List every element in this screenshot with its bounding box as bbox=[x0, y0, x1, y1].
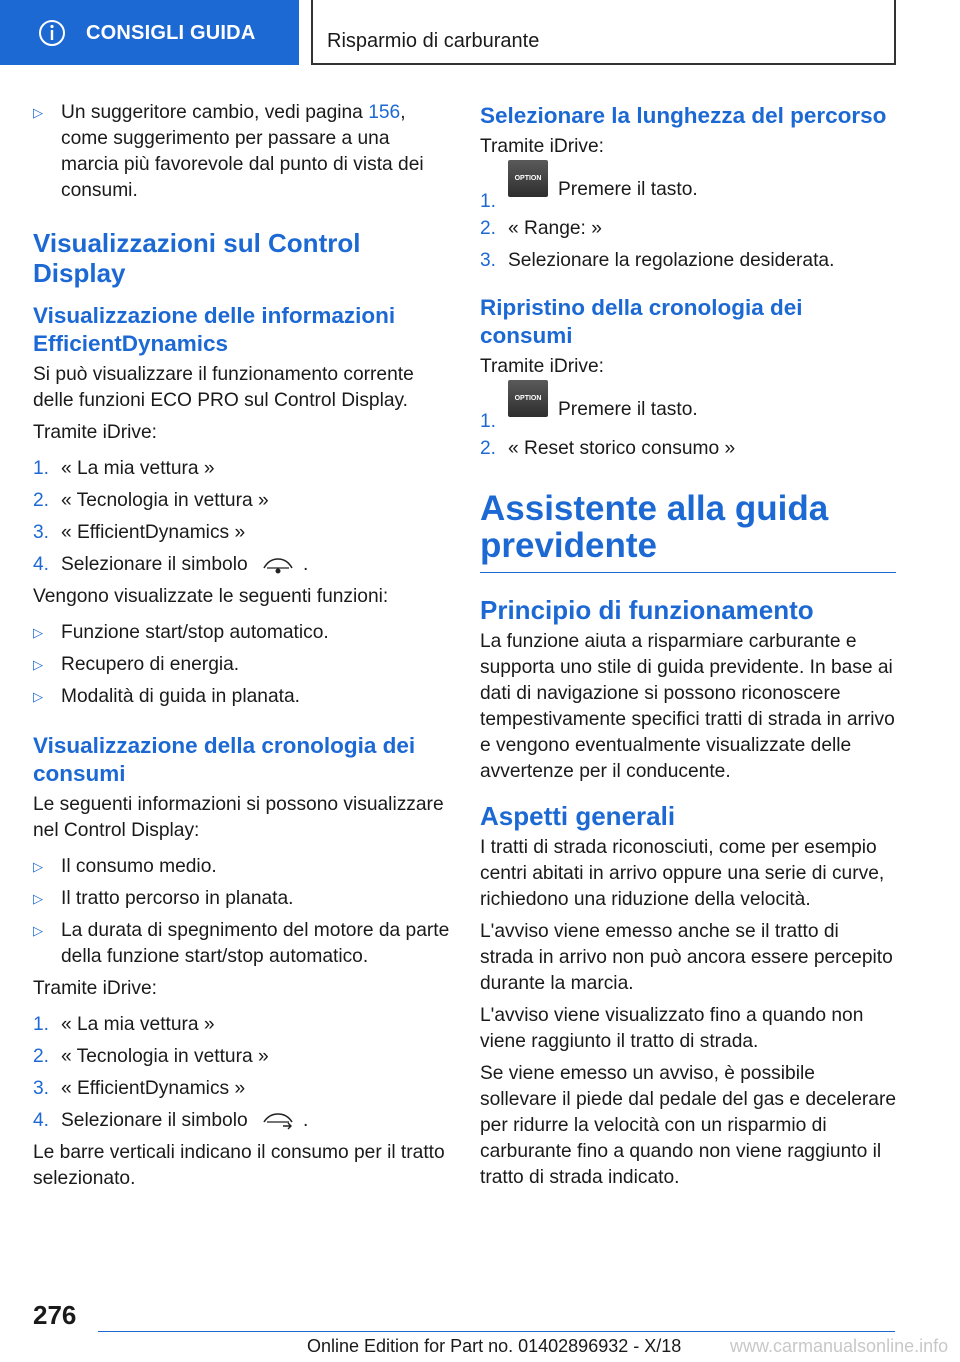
list-item: 1. OPTION Premere il tasto. bbox=[480, 390, 896, 430]
triangle-bullet-icon: ▷ bbox=[33, 625, 43, 640]
list-item: 3. Selezionare la regolazione desiderata. bbox=[480, 250, 835, 271]
heading-display: Visualizzazioni sul Control Display bbox=[33, 228, 361, 288]
heading-assistente: Assistente alla guida previdente bbox=[480, 490, 896, 573]
triangle-bullet-icon: ▷ bbox=[33, 859, 43, 874]
section-title: Risparmio di carburante bbox=[327, 30, 540, 52]
paragraph: I tratti di strada riconosciuti, come per esempio centri abitati in arrivo oppure una serie di curve, richiedono una riduzione della velocità. bbox=[480, 837, 885, 910]
heading-principio: Principio di funzionamento bbox=[480, 595, 814, 625]
triangle-bullet-icon: ▷ bbox=[33, 891, 43, 906]
list-item: 2. « Tecnologia in vettura » bbox=[33, 1046, 269, 1067]
list-item: 1. « La mia vettura » bbox=[33, 458, 215, 479]
heading-efficient: Visualizzazione delle informazioni EfficientDynamics bbox=[33, 303, 396, 356]
heading-aspetti: Aspetti generali bbox=[480, 801, 676, 831]
heading-lunghezza: Selezionare la lunghezza del percorso bbox=[480, 103, 887, 128]
heading-cronologia: Visualizzazione della cronologia dei consumi bbox=[33, 733, 416, 786]
page-link[interactable]: 156 bbox=[368, 102, 401, 123]
chapter-tab bbox=[0, 0, 299, 65]
functions-list bbox=[33, 620, 451, 710]
paragraph: Tramite iDrive: bbox=[33, 978, 158, 999]
list-item: ▷ Funzione start/stop automatico. bbox=[33, 620, 451, 646]
list-item: 3. « EfficientDynamics » bbox=[33, 522, 246, 543]
paragraph: L'avviso viene emesso anche se il tratto di strada in arrivo non può ancora essere percepito durante la marcia. bbox=[480, 921, 893, 994]
right-column bbox=[480, 100, 896, 1197]
list-item: 2. « Tecnologia in vettura » bbox=[33, 490, 269, 511]
steps-list bbox=[480, 170, 896, 274]
list-item: 2. « Reset storico consumo » bbox=[480, 438, 736, 459]
paragraph: Tramite iDrive: bbox=[33, 422, 158, 443]
list-item: ▷ Modalità di guida in planata. bbox=[33, 684, 451, 710]
list-item: 1. « La mia vettura » bbox=[33, 1014, 215, 1035]
list-item: ▷ La durata di spegnimento del motore da parte della funzione start/stop automatico. bbox=[33, 920, 450, 967]
paragraph: Le seguenti informazioni si possono visualizzare nel Control Display: bbox=[33, 794, 444, 841]
consumption-history-symbol-icon bbox=[261, 1112, 295, 1130]
left-column bbox=[33, 100, 451, 1198]
triangle-bullet-icon: ▷ bbox=[33, 105, 43, 120]
list-item: ▷ Un suggeritore cambio, vedi pagina 156, come suggerimento per passare a una marcia più favorevole dal punto di vista dei consumi. bbox=[33, 102, 424, 201]
eco-car-symbol-icon bbox=[261, 556, 295, 574]
chapter-label: CONSIGLI GUIDA bbox=[86, 22, 256, 44]
steps-list bbox=[480, 390, 896, 462]
triangle-bullet-icon: ▷ bbox=[33, 923, 43, 938]
info-icon bbox=[38, 19, 66, 47]
steps-list bbox=[33, 456, 451, 578]
list-item: ▷ Recupero di energia. bbox=[33, 652, 451, 678]
option-button-icon: OPTION bbox=[508, 160, 548, 197]
list-item: 4. Selezionare il simbolo . bbox=[33, 1110, 309, 1131]
watermark: www.carmanualsonline.info bbox=[730, 1336, 949, 1356]
option-button-icon: OPTION bbox=[508, 380, 548, 417]
edition-text: Online Edition for Part no. 01402896932 - X/18 bbox=[307, 1336, 682, 1356]
triangle-bullet-icon: ▷ bbox=[33, 657, 43, 672]
footer-divider bbox=[98, 1331, 895, 1332]
list-item: 4. Selezionare il simbolo . bbox=[33, 554, 309, 575]
list-item: ▷ Il consumo medio. bbox=[33, 854, 451, 880]
steps-list bbox=[33, 1012, 451, 1134]
heading-ripristino: Ripristino della cronologia dei consumi bbox=[480, 295, 803, 348]
triangle-bullet-icon: ▷ bbox=[33, 689, 43, 704]
list-item: ▷ Il tratto percorso in planata. bbox=[33, 886, 451, 912]
paragraph: Se viene emesso un avviso, è possibile sollevare il piede dal pedale del gas e decelerare per ridurre la velocità con un risparmio di carburante fino a quando non viene raggiunto il tratto di strada indicato. bbox=[480, 1063, 897, 1188]
page-number: 276 bbox=[33, 1300, 77, 1330]
info-list bbox=[33, 854, 451, 970]
paragraph: La funzione aiuta a risparmiare carburante e supporta uno stile di guida previdente. In base ai dati di navigazione si possono riconoscere tempestivamente specifici tratti di strada in arrivo e vengono eventualmente visualizzate delle avvertenze per il conducente. bbox=[480, 631, 895, 782]
intro-list bbox=[33, 100, 451, 204]
paragraph: Tramite iDrive: bbox=[480, 136, 605, 157]
list-item: 2. « Range: » bbox=[480, 218, 602, 239]
paragraph: Si può visualizzare il funzionamento corrente delle funzioni ECO PRO sul Control Display. bbox=[33, 364, 414, 411]
paragraph: L'avviso viene visualizzato fino a quando non viene raggiunto il tratto di strada. bbox=[480, 1005, 864, 1052]
list-item: 3. « EfficientDynamics » bbox=[33, 1078, 246, 1099]
paragraph: Tramite iDrive: bbox=[480, 356, 605, 377]
list-item: 1. OPTION Premere il tasto. bbox=[480, 170, 896, 210]
paragraph: Le barre verticali indicano il consumo per il tratto selezionato. bbox=[33, 1142, 445, 1189]
paragraph: Vengono visualizzate le seguenti funzioni: bbox=[33, 586, 389, 607]
section-header bbox=[311, 0, 896, 65]
